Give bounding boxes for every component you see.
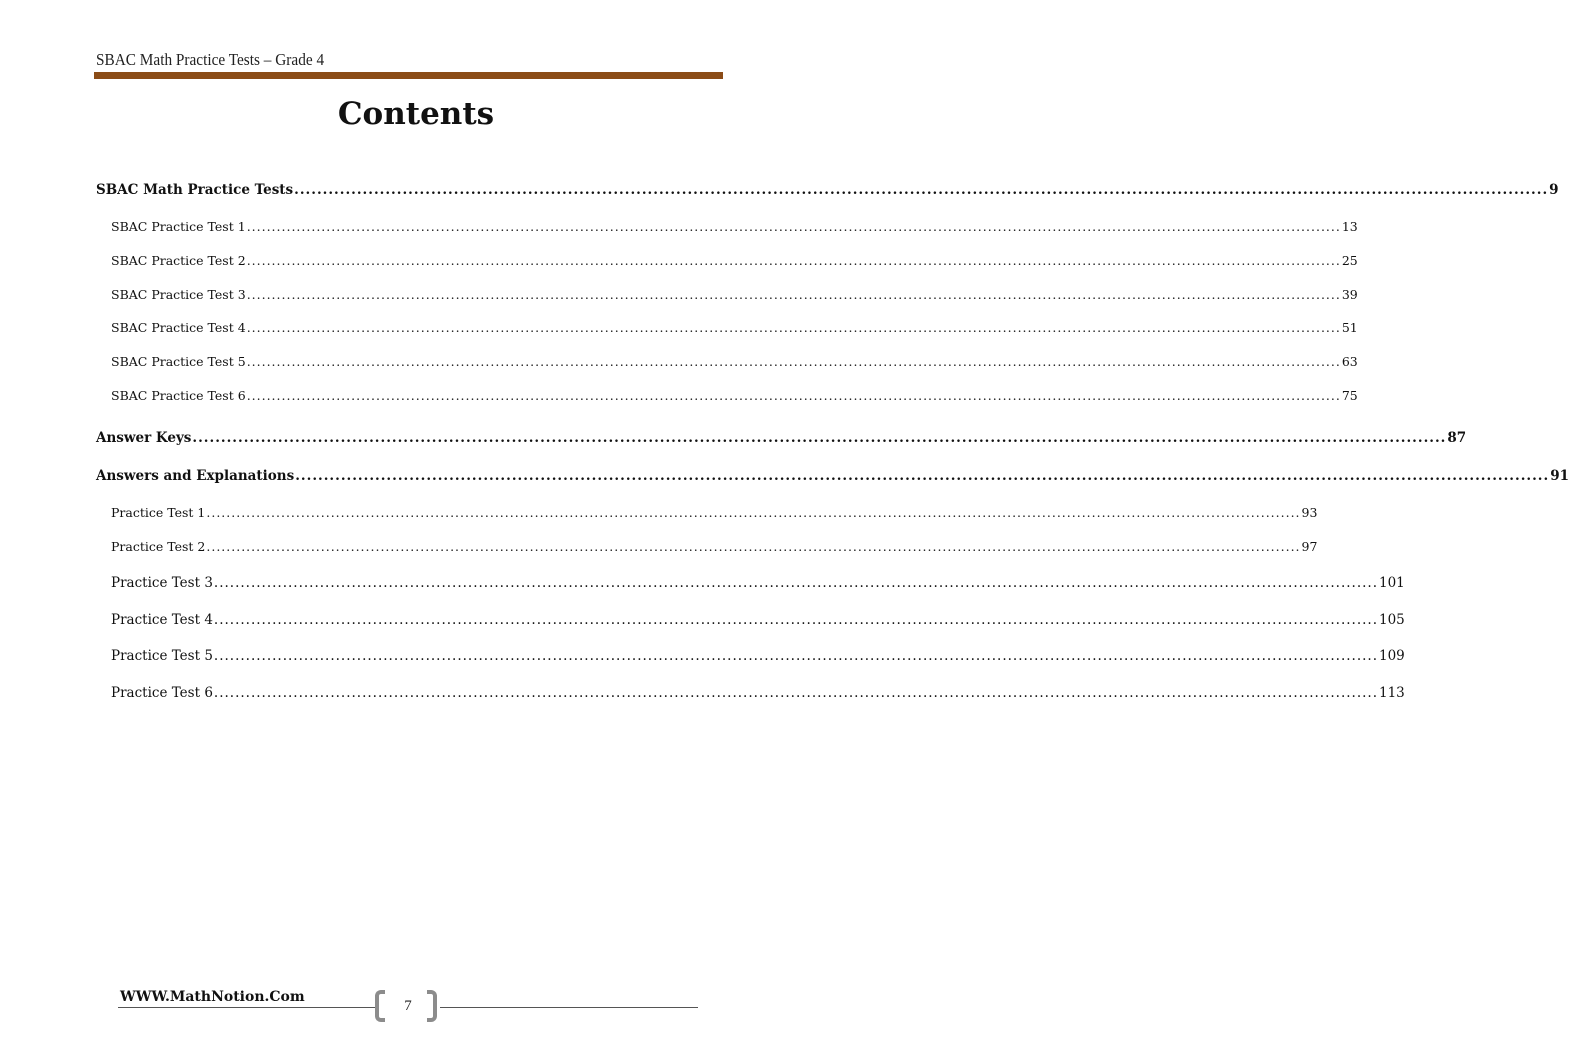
toc-entry-title: SBAC Practice Test 3 (111, 287, 246, 302)
toc-entry-title: Practice Test 1 (111, 505, 206, 520)
toc-entry-sbac-practice-test-1[interactable] (111, 219, 1358, 234)
page-number: 7 (404, 998, 412, 1014)
footer-rule-left (118, 1007, 376, 1008)
footer-website: WWW.MathNotion.Com (120, 989, 305, 1005)
toc-dot-leader: ............................................................................................................................................................................................................................ (246, 287, 1341, 302)
toc-entry-page: 105 (1379, 612, 1405, 628)
toc-entry-page: 113 (1379, 685, 1405, 701)
toc-dot-leader: ............................................................................................................................................................................................................................ (246, 253, 1341, 268)
toc-entry-answer-keys[interactable] (96, 430, 1467, 446)
toc-entry-title: Practice Test 2 (111, 539, 206, 554)
toc-entry-title: SBAC Practice Test 4 (111, 320, 246, 335)
toc-dot-leader: ............................................................................................................................................................................................................................ (246, 354, 1341, 369)
header-title: SBAC Math Practice Tests – Grade 4 (96, 50, 325, 69)
toc-entry-page: 87 (1447, 430, 1467, 446)
toc-entry-sbac-practice-test-2[interactable] (111, 253, 1358, 268)
toc-entry-page: 93 (1301, 505, 1318, 520)
toc-dot-leader: ............................................................................................................................................................................................................................ (213, 685, 1378, 701)
toc-entry-practice-test-6[interactable] (111, 685, 1405, 701)
toc-entry-title: SBAC Practice Test 1 (111, 219, 246, 234)
toc-entry-sbac-practice-test-4[interactable] (111, 320, 1358, 335)
toc-entry-page: 97 (1301, 539, 1318, 554)
toc-entry-page: 39 (1341, 287, 1358, 302)
toc-dot-leader: ............................................................................................................................................................................................................................ (246, 219, 1341, 234)
toc-entry-practice-test-3[interactable] (111, 575, 1405, 591)
toc-entry-sbac-practice-test-3[interactable] (111, 287, 1358, 302)
page-title: Contents (337, 96, 495, 132)
right-bracket-icon (427, 990, 437, 1022)
toc-entry-sbac-practice-test-5[interactable] (111, 354, 1358, 369)
toc-entry-sbac-math-practice-tests[interactable] (96, 182, 1559, 198)
toc-entry-practice-test-1[interactable] (111, 505, 1318, 520)
toc-entry-answers-and-explanations[interactable] (96, 468, 1569, 484)
toc-entry-page: 9 (1549, 182, 1559, 198)
toc-entry-page: 51 (1341, 320, 1358, 335)
toc-dot-leader: ............................................................................................................................................................................................................................ (294, 182, 1549, 198)
left-bracket-icon (375, 990, 385, 1022)
toc-entry-practice-test-4[interactable] (111, 612, 1405, 628)
toc-dot-leader: ............................................................................................................................................................................................................................ (246, 388, 1341, 403)
toc-entry-title: Answers and Explanations (96, 468, 295, 484)
toc-entry-page: 101 (1379, 575, 1405, 591)
toc-entry-page: 13 (1341, 219, 1358, 234)
toc-dot-leader: ............................................................................................................................................................................................................................ (206, 505, 1301, 520)
toc-entry-title: SBAC Practice Test 2 (111, 253, 246, 268)
toc-dot-leader: ............................................................................................................................................................................................................................ (192, 430, 1447, 446)
toc-entry-page: 91 (1550, 468, 1569, 484)
toc-entry-title: Practice Test 4 (111, 612, 213, 628)
toc-entry-page: 75 (1341, 388, 1358, 403)
toc-entry-practice-test-5[interactable] (111, 648, 1405, 664)
toc-dot-leader: ............................................................................................................................................................................................................................ (213, 575, 1378, 591)
toc-entry-title: Practice Test 3 (111, 575, 213, 591)
toc-dot-leader: ............................................................................................................................................................................................................................ (246, 320, 1341, 335)
toc-entry-title: SBAC Practice Test 6 (111, 388, 246, 403)
toc-dot-leader: ............................................................................................................................................................................................................................ (295, 468, 1550, 484)
toc-entry-title: Answer Keys (96, 430, 192, 446)
toc-entry-page: 25 (1341, 253, 1358, 268)
toc-dot-leader: ............................................................................................................................................................................................................................ (206, 539, 1301, 554)
toc-entry-title: Practice Test 5 (111, 648, 213, 664)
footer-rule-right (440, 1007, 698, 1008)
toc-dot-leader: ............................................................................................................................................................................................................................ (213, 612, 1378, 628)
toc-entry-practice-test-2[interactable] (111, 539, 1318, 554)
toc-entry-title: SBAC Math Practice Tests (96, 182, 294, 198)
toc-dot-leader: ............................................................................................................................................................................................................................ (213, 648, 1378, 664)
toc-entry-sbac-practice-test-6[interactable] (111, 388, 1358, 403)
toc-entry-page: 63 (1341, 354, 1358, 369)
toc-entry-page: 109 (1379, 648, 1405, 664)
toc-entry-title: SBAC Practice Test 5 (111, 354, 246, 369)
toc-entry-title: Practice Test 6 (111, 685, 213, 701)
